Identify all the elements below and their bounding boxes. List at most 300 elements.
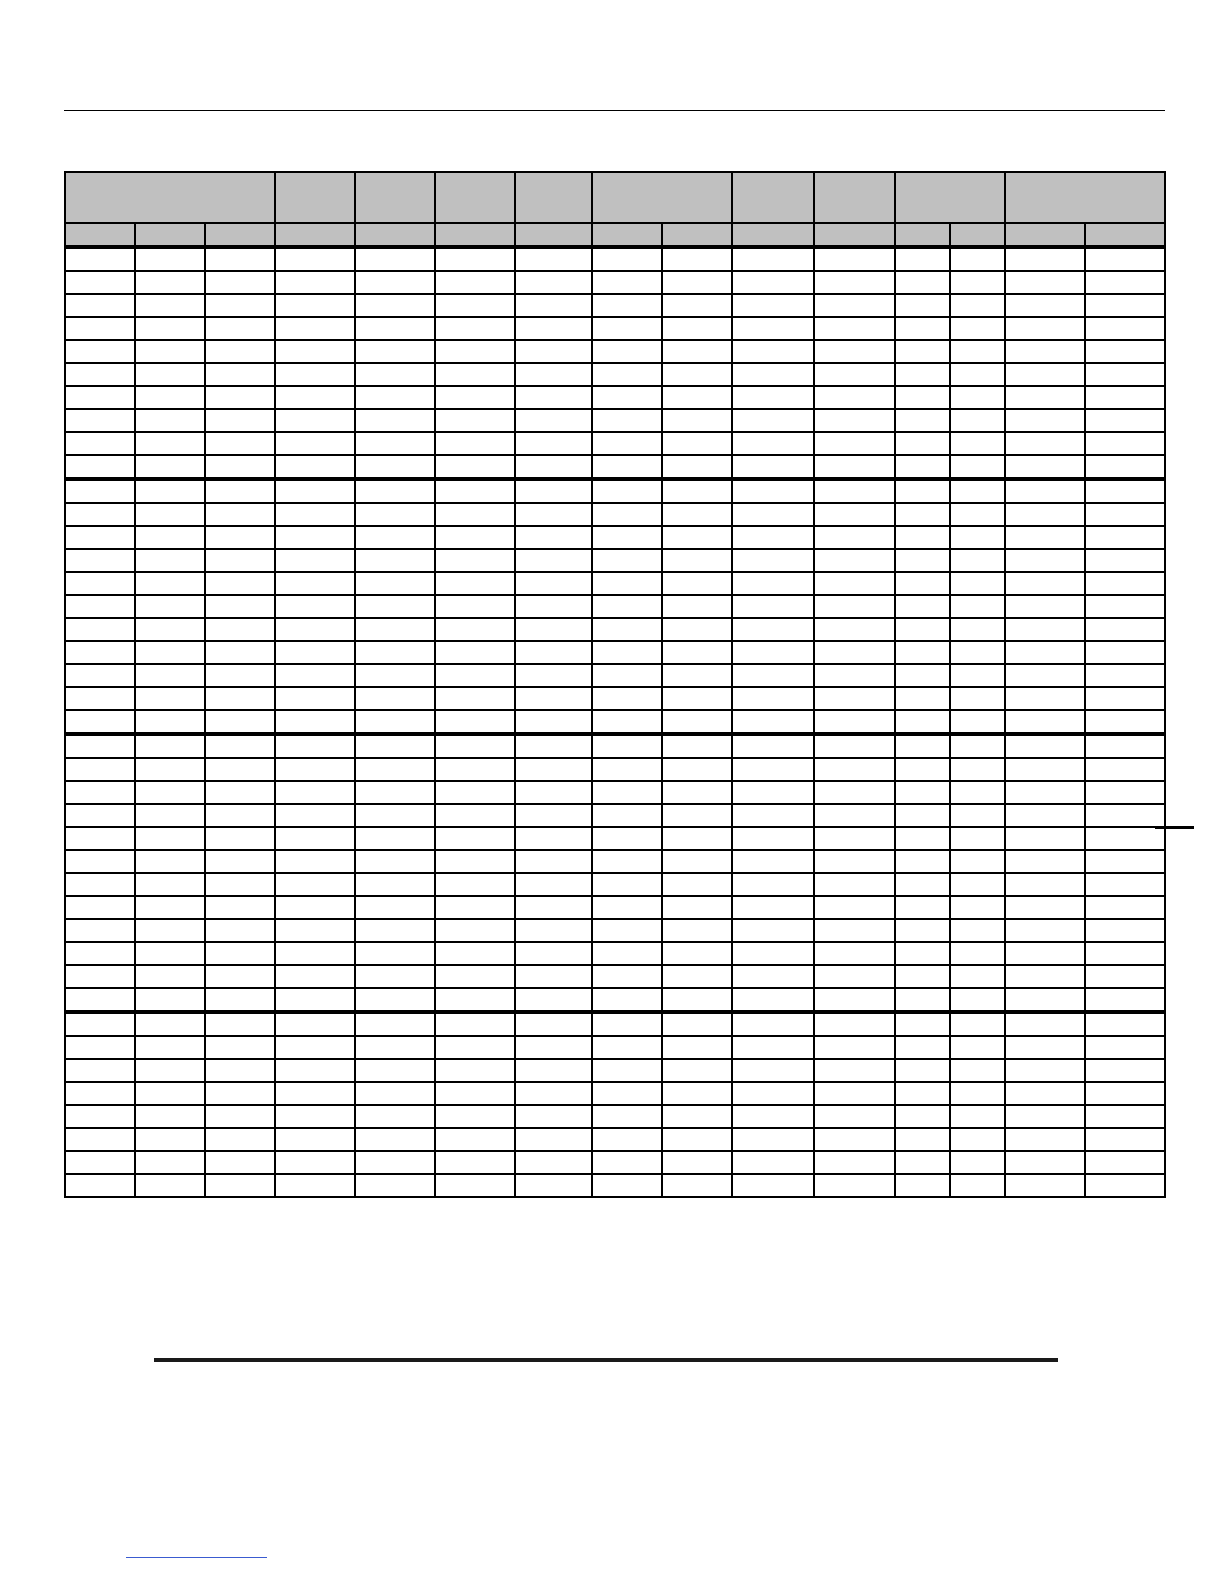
table-cell[interactable]	[1085, 664, 1165, 687]
table-cell[interactable]	[355, 294, 435, 317]
table-cell[interactable]	[435, 455, 515, 479]
table-cell[interactable]	[65, 734, 135, 758]
table-cell[interactable]	[950, 526, 1005, 549]
table-cell[interactable]	[592, 432, 662, 455]
table-cell[interactable]	[814, 1105, 895, 1128]
table-cell[interactable]	[1085, 432, 1165, 455]
table-cell[interactable]	[205, 965, 275, 988]
table-cell[interactable]	[732, 618, 814, 641]
table-cell[interactable]	[895, 965, 950, 988]
table-cell[interactable]	[950, 942, 1005, 965]
table-cell[interactable]	[355, 1036, 435, 1059]
table-cell[interactable]	[355, 1059, 435, 1082]
table-cell[interactable]	[65, 687, 135, 710]
table-cell[interactable]	[950, 363, 1005, 386]
table-cell[interactable]	[275, 409, 355, 432]
table-cell[interactable]	[814, 758, 895, 781]
table-cell[interactable]	[1085, 1174, 1165, 1197]
table-cell[interactable]	[135, 409, 205, 432]
table-cell[interactable]	[515, 942, 592, 965]
table-cell[interactable]	[135, 1012, 205, 1036]
table-cell[interactable]	[275, 1105, 355, 1128]
table-cell[interactable]	[950, 1174, 1005, 1197]
table-cell[interactable]	[895, 850, 950, 873]
table-cell[interactable]	[135, 340, 205, 363]
table-cell[interactable]	[135, 294, 205, 317]
table-cell[interactable]	[732, 687, 814, 710]
table-cell[interactable]	[205, 1128, 275, 1151]
table-cell[interactable]	[950, 988, 1005, 1012]
table-cell[interactable]	[950, 455, 1005, 479]
table-cell[interactable]	[895, 1174, 950, 1197]
table-cell[interactable]	[950, 1059, 1005, 1082]
table-cell[interactable]	[435, 1082, 515, 1105]
table-cell[interactable]	[65, 804, 135, 827]
table-cell[interactable]	[135, 271, 205, 294]
table-cell[interactable]	[950, 1105, 1005, 1128]
table-cell[interactable]	[205, 664, 275, 687]
table-cell[interactable]	[1005, 294, 1085, 317]
table-cell[interactable]	[814, 641, 895, 664]
table-cell[interactable]	[205, 572, 275, 595]
table-cell[interactable]	[355, 1105, 435, 1128]
table-cell[interactable]	[275, 1059, 355, 1082]
table-cell[interactable]	[950, 409, 1005, 432]
table-cell[interactable]	[592, 804, 662, 827]
table-cell[interactable]	[355, 804, 435, 827]
table-cell[interactable]	[355, 340, 435, 363]
table-cell[interactable]	[662, 247, 732, 271]
table-cell[interactable]	[662, 710, 732, 734]
table-cell[interactable]	[435, 595, 515, 618]
table-cell[interactable]	[205, 271, 275, 294]
table-cell[interactable]	[355, 386, 435, 409]
table-cell[interactable]	[435, 409, 515, 432]
table-cell[interactable]	[1005, 455, 1085, 479]
table-cell[interactable]	[592, 595, 662, 618]
table-cell[interactable]	[895, 271, 950, 294]
table-cell[interactable]	[732, 781, 814, 804]
table-cell[interactable]	[515, 827, 592, 850]
table-cell[interactable]	[895, 363, 950, 386]
table-cell[interactable]	[1005, 549, 1085, 572]
table-cell[interactable]	[1005, 1059, 1085, 1082]
table-cell[interactable]	[662, 664, 732, 687]
table-cell[interactable]	[814, 317, 895, 340]
table-cell[interactable]	[65, 595, 135, 618]
table-cell[interactable]	[592, 988, 662, 1012]
table-cell[interactable]	[662, 1128, 732, 1151]
table-cell[interactable]	[515, 618, 592, 641]
table-cell[interactable]	[732, 758, 814, 781]
table-cell[interactable]	[662, 432, 732, 455]
table-cell[interactable]	[662, 479, 732, 503]
table-cell[interactable]	[515, 1082, 592, 1105]
table-cell[interactable]	[592, 1012, 662, 1036]
table-cell[interactable]	[814, 409, 895, 432]
table-cell[interactable]	[662, 687, 732, 710]
table-cell[interactable]	[814, 1036, 895, 1059]
table-cell[interactable]	[275, 432, 355, 455]
table-cell[interactable]	[355, 479, 435, 503]
table-cell[interactable]	[662, 873, 732, 896]
table-cell[interactable]	[435, 479, 515, 503]
table-cell[interactable]	[662, 965, 732, 988]
table-cell[interactable]	[515, 641, 592, 664]
table-cell[interactable]	[592, 1174, 662, 1197]
table-cell[interactable]	[275, 781, 355, 804]
table-cell[interactable]	[275, 1174, 355, 1197]
table-cell[interactable]	[435, 572, 515, 595]
table-cell[interactable]	[135, 549, 205, 572]
table-cell[interactable]	[435, 965, 515, 988]
table-cell[interactable]	[950, 850, 1005, 873]
table-cell[interactable]	[814, 455, 895, 479]
table-cell[interactable]	[515, 503, 592, 526]
table-cell[interactable]	[135, 781, 205, 804]
table-cell[interactable]	[435, 1151, 515, 1174]
table-cell[interactable]	[814, 572, 895, 595]
table-cell[interactable]	[814, 247, 895, 271]
table-cell[interactable]	[895, 804, 950, 827]
table-cell[interactable]	[1005, 734, 1085, 758]
table-cell[interactable]	[1085, 386, 1165, 409]
table-cell[interactable]	[592, 503, 662, 526]
table-cell[interactable]	[65, 340, 135, 363]
table-cell[interactable]	[205, 618, 275, 641]
table-cell[interactable]	[1005, 432, 1085, 455]
table-cell[interactable]	[135, 850, 205, 873]
table-cell[interactable]	[515, 710, 592, 734]
table-cell[interactable]	[65, 363, 135, 386]
table-cell[interactable]	[732, 595, 814, 618]
table-cell[interactable]	[65, 479, 135, 503]
table-cell[interactable]	[65, 664, 135, 687]
table-cell[interactable]	[205, 919, 275, 942]
table-cell[interactable]	[135, 572, 205, 595]
table-cell[interactable]	[732, 1059, 814, 1082]
table-cell[interactable]	[950, 247, 1005, 271]
table-cell[interactable]	[950, 1151, 1005, 1174]
table-cell[interactable]	[205, 781, 275, 804]
table-cell[interactable]	[732, 317, 814, 340]
table-cell[interactable]	[65, 781, 135, 804]
table-cell[interactable]	[275, 526, 355, 549]
table-cell[interactable]	[1005, 988, 1085, 1012]
table-cell[interactable]	[732, 873, 814, 896]
table-cell[interactable]	[814, 710, 895, 734]
table-cell[interactable]	[592, 942, 662, 965]
table-cell[interactable]	[135, 432, 205, 455]
table-cell[interactable]	[592, 710, 662, 734]
table-cell[interactable]	[1085, 503, 1165, 526]
table-cell[interactable]	[1085, 1036, 1165, 1059]
table-cell[interactable]	[355, 526, 435, 549]
table-cell[interactable]	[662, 781, 732, 804]
table-cell[interactable]	[732, 1105, 814, 1128]
table-cell[interactable]	[205, 827, 275, 850]
table-cell[interactable]	[732, 271, 814, 294]
table-cell[interactable]	[1085, 1012, 1165, 1036]
table-cell[interactable]	[275, 271, 355, 294]
table-cell[interactable]	[65, 549, 135, 572]
table-cell[interactable]	[950, 432, 1005, 455]
table-cell[interactable]	[895, 294, 950, 317]
table-cell[interactable]	[895, 1082, 950, 1105]
table-cell[interactable]	[1005, 479, 1085, 503]
table-cell[interactable]	[135, 710, 205, 734]
table-cell[interactable]	[275, 641, 355, 664]
table-cell[interactable]	[950, 1012, 1005, 1036]
table-cell[interactable]	[515, 432, 592, 455]
table-cell[interactable]	[662, 758, 732, 781]
table-cell[interactable]	[895, 781, 950, 804]
table-cell[interactable]	[895, 340, 950, 363]
table-cell[interactable]	[135, 386, 205, 409]
table-cell[interactable]	[1085, 247, 1165, 271]
table-cell[interactable]	[65, 294, 135, 317]
table-cell[interactable]	[1085, 1059, 1165, 1082]
table-cell[interactable]	[205, 710, 275, 734]
table-cell[interactable]	[355, 595, 435, 618]
table-cell[interactable]	[814, 965, 895, 988]
table-cell[interactable]	[135, 595, 205, 618]
table-cell[interactable]	[1085, 618, 1165, 641]
table-cell[interactable]	[435, 363, 515, 386]
table-cell[interactable]	[275, 919, 355, 942]
table-cell[interactable]	[1005, 503, 1085, 526]
table-cell[interactable]	[950, 503, 1005, 526]
table-cell[interactable]	[275, 1151, 355, 1174]
table-cell[interactable]	[814, 850, 895, 873]
table-cell[interactable]	[65, 988, 135, 1012]
table-cell[interactable]	[275, 1082, 355, 1105]
table-cell[interactable]	[814, 595, 895, 618]
table-cell[interactable]	[65, 942, 135, 965]
table-cell[interactable]	[592, 965, 662, 988]
table-cell[interactable]	[895, 247, 950, 271]
table-cell[interactable]	[662, 340, 732, 363]
table-cell[interactable]	[592, 549, 662, 572]
table-cell[interactable]	[515, 271, 592, 294]
table-cell[interactable]	[515, 549, 592, 572]
table-cell[interactable]	[355, 919, 435, 942]
table-cell[interactable]	[592, 1105, 662, 1128]
table-cell[interactable]	[275, 340, 355, 363]
table-cell[interactable]	[205, 1059, 275, 1082]
table-cell[interactable]	[592, 363, 662, 386]
table-cell[interactable]	[895, 1036, 950, 1059]
table-cell[interactable]	[592, 1128, 662, 1151]
table-cell[interactable]	[135, 804, 205, 827]
table-cell[interactable]	[515, 781, 592, 804]
table-cell[interactable]	[135, 1105, 205, 1128]
table-cell[interactable]	[950, 827, 1005, 850]
table-cell[interactable]	[515, 965, 592, 988]
table-cell[interactable]	[65, 1174, 135, 1197]
table-cell[interactable]	[1005, 618, 1085, 641]
table-cell[interactable]	[592, 294, 662, 317]
table-cell[interactable]	[592, 850, 662, 873]
table-cell[interactable]	[355, 247, 435, 271]
table-cell[interactable]	[662, 1059, 732, 1082]
table-cell[interactable]	[814, 1059, 895, 1082]
table-cell[interactable]	[895, 896, 950, 919]
table-cell[interactable]	[135, 317, 205, 340]
table-cell[interactable]	[1085, 919, 1165, 942]
table-cell[interactable]	[1085, 687, 1165, 710]
table-cell[interactable]	[662, 942, 732, 965]
table-cell[interactable]	[435, 1105, 515, 1128]
table-cell[interactable]	[135, 618, 205, 641]
table-cell[interactable]	[814, 988, 895, 1012]
table-cell[interactable]	[1085, 827, 1165, 850]
table-cell[interactable]	[435, 317, 515, 340]
table-cell[interactable]	[1085, 965, 1165, 988]
table-cell[interactable]	[592, 572, 662, 595]
table-cell[interactable]	[435, 1174, 515, 1197]
table-cell[interactable]	[662, 455, 732, 479]
table-cell[interactable]	[435, 294, 515, 317]
table-cell[interactable]	[205, 988, 275, 1012]
table-cell[interactable]	[592, 781, 662, 804]
table-cell[interactable]	[65, 1036, 135, 1059]
table-cell[interactable]	[205, 317, 275, 340]
table-cell[interactable]	[1005, 572, 1085, 595]
table-cell[interactable]	[435, 1128, 515, 1151]
table-cell[interactable]	[205, 526, 275, 549]
table-cell[interactable]	[662, 988, 732, 1012]
table-cell[interactable]	[355, 734, 435, 758]
table-cell[interactable]	[275, 503, 355, 526]
table-cell[interactable]	[732, 1036, 814, 1059]
table-cell[interactable]	[1005, 526, 1085, 549]
table-cell[interactable]	[1005, 386, 1085, 409]
table-cell[interactable]	[662, 317, 732, 340]
table-cell[interactable]	[205, 247, 275, 271]
table-cell[interactable]	[435, 247, 515, 271]
table-cell[interactable]	[662, 804, 732, 827]
table-cell[interactable]	[950, 479, 1005, 503]
table-cell[interactable]	[435, 340, 515, 363]
table-cell[interactable]	[65, 432, 135, 455]
table-cell[interactable]	[950, 572, 1005, 595]
table-cell[interactable]	[275, 1036, 355, 1059]
table-cell[interactable]	[275, 549, 355, 572]
table-cell[interactable]	[65, 919, 135, 942]
table-cell[interactable]	[135, 965, 205, 988]
table-cell[interactable]	[135, 758, 205, 781]
table-cell[interactable]	[732, 850, 814, 873]
table-cell[interactable]	[205, 595, 275, 618]
table-cell[interactable]	[435, 432, 515, 455]
table-cell[interactable]	[732, 942, 814, 965]
table-cell[interactable]	[732, 247, 814, 271]
table-cell[interactable]	[814, 340, 895, 363]
table-cell[interactable]	[515, 896, 592, 919]
table-cell[interactable]	[950, 386, 1005, 409]
table-cell[interactable]	[1005, 919, 1085, 942]
table-cell[interactable]	[1085, 317, 1165, 340]
table-cell[interactable]	[135, 827, 205, 850]
table-cell[interactable]	[1005, 896, 1085, 919]
table-cell[interactable]	[895, 1128, 950, 1151]
table-cell[interactable]	[1005, 781, 1085, 804]
table-cell[interactable]	[355, 618, 435, 641]
table-cell[interactable]	[135, 247, 205, 271]
table-cell[interactable]	[592, 526, 662, 549]
table-cell[interactable]	[662, 294, 732, 317]
table-cell[interactable]	[355, 1128, 435, 1151]
table-cell[interactable]	[65, 526, 135, 549]
table-cell[interactable]	[814, 873, 895, 896]
table-cell[interactable]	[65, 247, 135, 271]
table-cell[interactable]	[950, 641, 1005, 664]
table-cell[interactable]	[814, 386, 895, 409]
table-cell[interactable]	[135, 896, 205, 919]
table-cell[interactable]	[1005, 664, 1085, 687]
table-cell[interactable]	[435, 873, 515, 896]
table-cell[interactable]	[1005, 804, 1085, 827]
table-cell[interactable]	[1085, 873, 1165, 896]
table-cell[interactable]	[662, 1012, 732, 1036]
table-cell[interactable]	[435, 827, 515, 850]
table-cell[interactable]	[732, 1151, 814, 1174]
table-cell[interactable]	[662, 572, 732, 595]
table-cell[interactable]	[1085, 549, 1165, 572]
table-cell[interactable]	[275, 479, 355, 503]
table-cell[interactable]	[814, 294, 895, 317]
table-cell[interactable]	[135, 942, 205, 965]
table-cell[interactable]	[895, 386, 950, 409]
table-cell[interactable]	[814, 781, 895, 804]
table-cell[interactable]	[205, 1082, 275, 1105]
table-cell[interactable]	[1005, 247, 1085, 271]
table-cell[interactable]	[355, 455, 435, 479]
table-cell[interactable]	[355, 896, 435, 919]
table-cell[interactable]	[592, 734, 662, 758]
table-cell[interactable]	[515, 247, 592, 271]
table-cell[interactable]	[950, 549, 1005, 572]
table-cell[interactable]	[592, 919, 662, 942]
table-cell[interactable]	[950, 317, 1005, 340]
table-cell[interactable]	[814, 1082, 895, 1105]
table-cell[interactable]	[135, 873, 205, 896]
table-cell[interactable]	[950, 1082, 1005, 1105]
table-cell[interactable]	[732, 432, 814, 455]
table-cell[interactable]	[814, 827, 895, 850]
table-cell[interactable]	[1085, 641, 1165, 664]
table-cell[interactable]	[592, 317, 662, 340]
table-cell[interactable]	[355, 1012, 435, 1036]
table-cell[interactable]	[515, 595, 592, 618]
table-cell[interactable]	[275, 896, 355, 919]
table-cell[interactable]	[205, 294, 275, 317]
table-cell[interactable]	[814, 1151, 895, 1174]
table-cell[interactable]	[895, 919, 950, 942]
table-cell[interactable]	[65, 455, 135, 479]
table-cell[interactable]	[662, 409, 732, 432]
table-cell[interactable]	[275, 664, 355, 687]
table-cell[interactable]	[662, 271, 732, 294]
table-cell[interactable]	[592, 873, 662, 896]
table-cell[interactable]	[65, 572, 135, 595]
table-cell[interactable]	[1005, 363, 1085, 386]
table-cell[interactable]	[732, 409, 814, 432]
table-cell[interactable]	[1085, 988, 1165, 1012]
table-cell[interactable]	[592, 641, 662, 664]
table-cell[interactable]	[275, 804, 355, 827]
